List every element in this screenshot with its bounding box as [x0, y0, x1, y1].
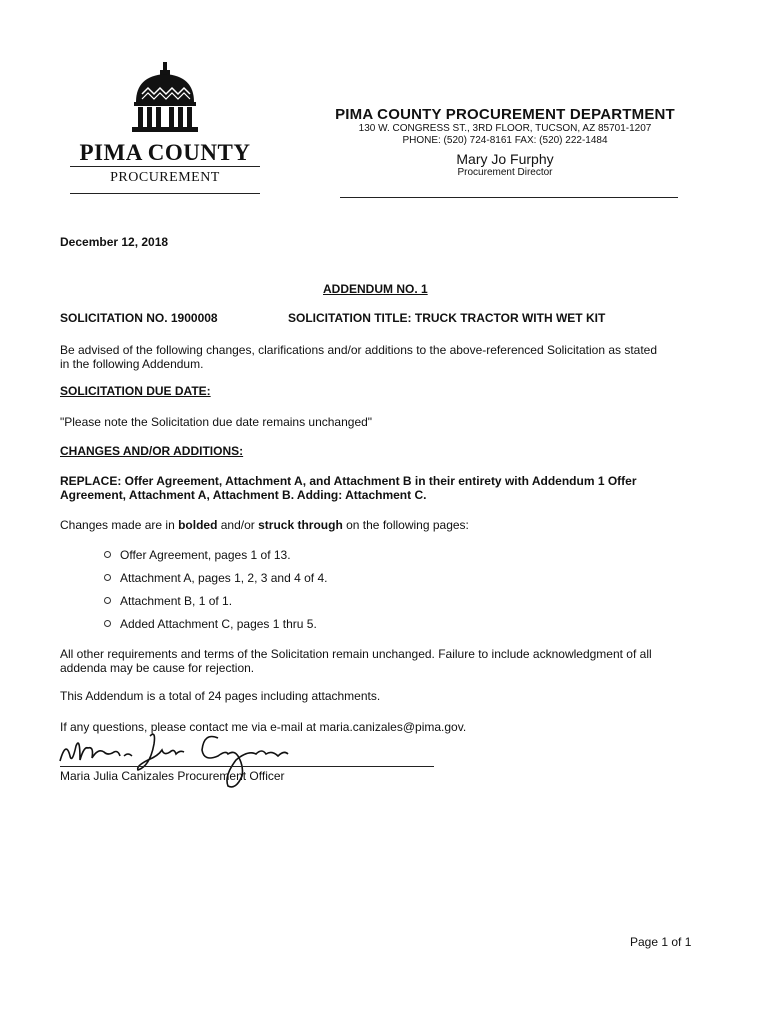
logo-subtitle: PROCUREMENT	[110, 170, 220, 185]
capitol-dome-icon	[130, 62, 200, 134]
director-name: Mary Jo Furphy	[456, 151, 554, 167]
signature-line	[60, 766, 434, 767]
due-date-heading: SOLICITATION DUE DATE:	[60, 384, 211, 398]
bullet-icon	[104, 574, 111, 581]
intro-line-1: Be advised of the following changes, clarifications and/or additions to the above-referenced Solicitation as stated	[60, 343, 658, 357]
intro-line-2: in the following Addendum.	[60, 357, 204, 371]
replace-line-2: Agreement, Attachment A, Attachment B. Adding: Attachment C.	[60, 488, 427, 502]
bullet-icon	[104, 551, 111, 558]
signer-name: Maria Julia Canizales Procurement Officer	[60, 769, 285, 783]
questions-text: If any questions, please contact me via e-mail at maria.canizales@pima.gov.	[60, 720, 467, 734]
list-item: Offer Agreement, pages 1 of 13.	[104, 548, 291, 562]
department-title: PIMA COUNTY PROCUREMENT DEPARTMENT	[335, 106, 675, 123]
department-address: 130 W. CONGRESS ST., 3RD FLOOR, TUCSON, AZ 85701-1207	[358, 123, 652, 134]
header-rule-right	[340, 197, 678, 198]
changes-made-text: Changes made are in bolded and/or struck through on the following pages:	[60, 518, 469, 532]
handwritten-signature	[58, 726, 298, 796]
list-item: Attachment B, 1 of 1.	[104, 594, 232, 608]
other-req-line-1: All other requirements and terms of the Solicitation remain unchanged. Failure to include acknowledgment of all	[60, 647, 652, 661]
county-name: PIMA COUNTY	[79, 140, 251, 165]
intro-paragraph	[60, 343, 730, 371]
page-number: Page 1 of 1	[630, 935, 692, 949]
pima-county-logo	[70, 62, 260, 192]
department-phone: PHONE: (520) 724-8161 FAX: (520) 222-1484	[402, 135, 608, 146]
changes-heading: CHANGES AND/OR ADDITIONS:	[60, 444, 244, 458]
department-header	[330, 106, 680, 178]
bullet-icon	[104, 620, 111, 627]
list-item: Attachment A, pages 1, 2, 3 and 4 of 4.	[104, 571, 327, 585]
header-rule-left	[70, 193, 260, 194]
other-requirements-paragraph	[60, 647, 730, 675]
solicitation-number: SOLICITATION NO. 1900008	[60, 311, 218, 325]
other-req-line-2: addenda may be cause for rejection.	[60, 661, 255, 675]
director-title: Procurement Director	[457, 167, 553, 178]
addendum-title: ADDENDUM NO. 1	[323, 282, 428, 296]
letter-date: December 12, 2018	[60, 235, 169, 249]
solicitation-title: SOLICITATION TITLE: TRUCK TRACTOR WITH WET KIT	[288, 311, 606, 325]
replace-paragraph	[60, 474, 730, 502]
logo-divider	[70, 166, 260, 167]
bullet-icon	[104, 597, 111, 604]
replace-line-1: REPLACE: Offer Agreement, Attachment A, and Attachment B in their entirety with Addendum 1 Offer	[60, 474, 637, 488]
due-date-text: "Please note the Solicitation due date remains unchanged"	[60, 415, 373, 429]
list-item: Added Attachment C, pages 1 thru 5.	[104, 617, 317, 631]
total-pages-text: This Addendum is a total of 24 pages including attachments.	[60, 689, 381, 703]
